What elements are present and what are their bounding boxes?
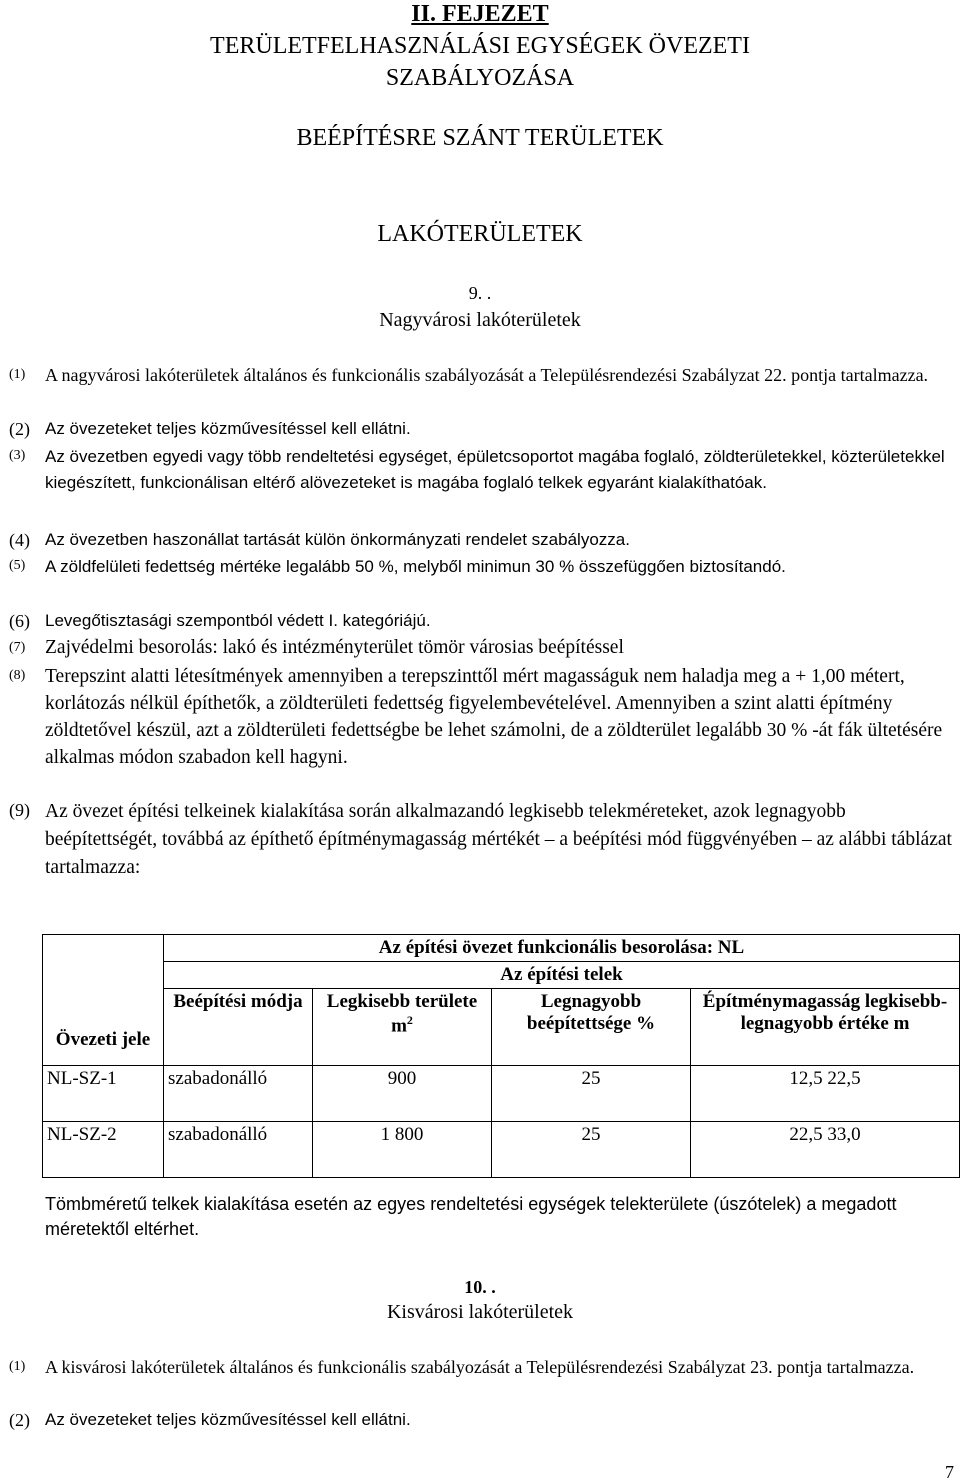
paragraph-marker: (1)	[9, 1359, 26, 1374]
cell-beep: 25	[492, 1066, 691, 1122]
article9-paragraph-3	[9, 444, 955, 496]
paragraph-marker: (1)	[9, 367, 26, 382]
paragraph-text: Az övezeteket teljes közművesítéssel kell ellátni.	[45, 1410, 411, 1429]
table-header-row	[43, 935, 960, 962]
subsection-title: LAKÓTERÜLETEK	[377, 221, 583, 247]
paragraph-text: Az övezeteket teljes közművesítéssel kell ellátni.	[45, 419, 411, 438]
paragraph-text: Az övezetben egyedi vagy több rendeltetési egységet, épületcsoportot magába foglaló, zöldterületekkel, közterületekkel kiegészített, funkcionálisan eltérő alövezeteket is magába foglaló telkek egyaránt kialakíthatóak.	[45, 447, 945, 492]
paragraph-marker: (4)	[9, 530, 30, 550]
col-header-beep: Legnagyobb beépítettsége %	[492, 989, 691, 1066]
cell-mod: szabadonálló	[164, 1066, 313, 1122]
chapter-title	[0, 30, 960, 94]
col-header-magas: Építménymagasság legkisebb-legnagyobb értéke m	[691, 989, 960, 1066]
article9-paragraph-8	[9, 663, 955, 771]
cell-magas: 22,5 33,0	[691, 1122, 960, 1178]
article9-paragraph-5	[9, 554, 955, 580]
cell-magas: 12,5 22,5	[691, 1066, 960, 1122]
col-header-jele: Övezeti jele	[43, 935, 164, 1066]
col-header-mod: Beépítési módja	[164, 989, 313, 1066]
col-header-terulet-unit: m	[391, 1015, 407, 1037]
article9-title: Nagyvárosi lakóterületek	[379, 309, 581, 331]
paragraph-marker: (7)	[9, 640, 26, 655]
paragraph-text: A nagyvárosi lakóterületek általános és funkcionális szabályozását a Településrendezési Szabályzat 22. pontja tartalmazza.	[45, 365, 929, 385]
cell-mod: szabadonálló	[164, 1122, 313, 1178]
article9-paragraph-4	[9, 528, 955, 553]
chapter-title-line1: TERÜLETFELHASZNÁLÁSI EGYSÉGEK ÖVEZETI	[210, 33, 750, 59]
paragraph-text: Az övezetben haszonállat tartását külön önkormányzati rendelet szabályozza.	[45, 530, 630, 549]
col-header-terulet-label: Legkisebb területe	[326, 991, 478, 1012]
chapter-title-line2: SZABÁLYOZÁSA	[385, 65, 575, 91]
regulation-table	[42, 934, 960, 1178]
paragraph-text: Zajvédelmi besorolás: lakó és intézményterület tömör városias beépítéssel	[45, 637, 624, 658]
cell-terulet: 900	[313, 1066, 492, 1122]
section-title: BEÉPÍTÉSRE SZÁNT TERÜLETEK	[296, 125, 664, 151]
col-header-terulet-sup: 2	[406, 1013, 413, 1027]
table-note: Tömbméretű telkek kialakítása esetén az egyes rendeltetési egységek telekterülete (úszótelek) a megadott méretektől eltérhet.	[45, 1194, 897, 1239]
table-row	[43, 1066, 960, 1122]
paragraph-marker: (9)	[9, 800, 30, 820]
paragraph-marker: (2)	[9, 419, 30, 439]
cell-beep: 25	[492, 1122, 691, 1178]
table-column-header-row	[43, 989, 960, 1066]
article9-paragraph-6	[9, 609, 955, 634]
article10-number: 10. .	[464, 1277, 496, 1297]
table-telek-header: Az építési telek	[164, 962, 960, 989]
paragraph-marker: (8)	[9, 668, 26, 683]
paragraph-text: A zöldfelületi fedettség mértéke legalább 50 %, melyből minimun 30 % összefüggően biztosítandó.	[45, 557, 786, 576]
article10-title: Kisvárosi lakóterületek	[386, 1301, 574, 1323]
table-subheader-row	[43, 962, 960, 989]
cell-jele: NL-SZ-2	[43, 1122, 164, 1178]
cell-terulet: 1 800	[313, 1122, 492, 1178]
paragraph-text: Terepszint alatti létesítmények amennyiben a terepszinttől mért magasságuk nem haladja meg a + 1,00 métert, korlátozás nélkül építhetők, a zöldterületi fedettség figyelembevételével. Amennyiben a szint alatti építmény zöldtetővel készül, azt a zöldterületi fedettségbe be lehet számolni, de a zöldterület legalább 30 % -át fák ültetésére alkalmas módon szabadon kell hagyni.	[45, 666, 943, 768]
article10-paragraph-2	[9, 1408, 955, 1433]
article9-number: 9. .	[468, 283, 492, 303]
page-number: 7	[945, 1462, 954, 1482]
paragraph-text: Levegőtisztasági szempontból védett I. kategóriájú.	[45, 611, 431, 630]
paragraph-text: A kisvárosi lakóterületek általános és funkcionális szabályozását a Településrendezési Szabályzat 23. pontja tartalmazza.	[45, 1357, 915, 1377]
paragraph-text: Az övezet építési telkeinek kialakítása során alkalmazandó legkisebb telekméreteket, azok legnagyobb beépítettségét, továbbá az építhető építménymagasság mértékét – a beépítési mód függvényében – az alábbi táblázat tartalmazza:	[45, 801, 952, 878]
paragraph-marker: (2)	[9, 1410, 30, 1430]
chapter-number: II. FEJEZET	[411, 1, 549, 27]
paragraph-marker: (3)	[9, 448, 26, 463]
table-main-header: Az építési övezet funkcionális besorolása: NL	[164, 935, 960, 962]
article9-paragraph-7	[9, 635, 955, 660]
table-row	[43, 1122, 960, 1178]
col-header-terulet	[313, 989, 492, 1066]
article9-paragraph-9	[9, 798, 955, 882]
article9-paragraph-1	[9, 363, 955, 388]
paragraph-marker: (6)	[9, 611, 30, 631]
paragraph-marker: (5)	[9, 558, 26, 573]
article9-paragraph-2	[9, 417, 955, 442]
article10-paragraph-1	[9, 1355, 955, 1380]
cell-jele: NL-SZ-1	[43, 1066, 164, 1122]
